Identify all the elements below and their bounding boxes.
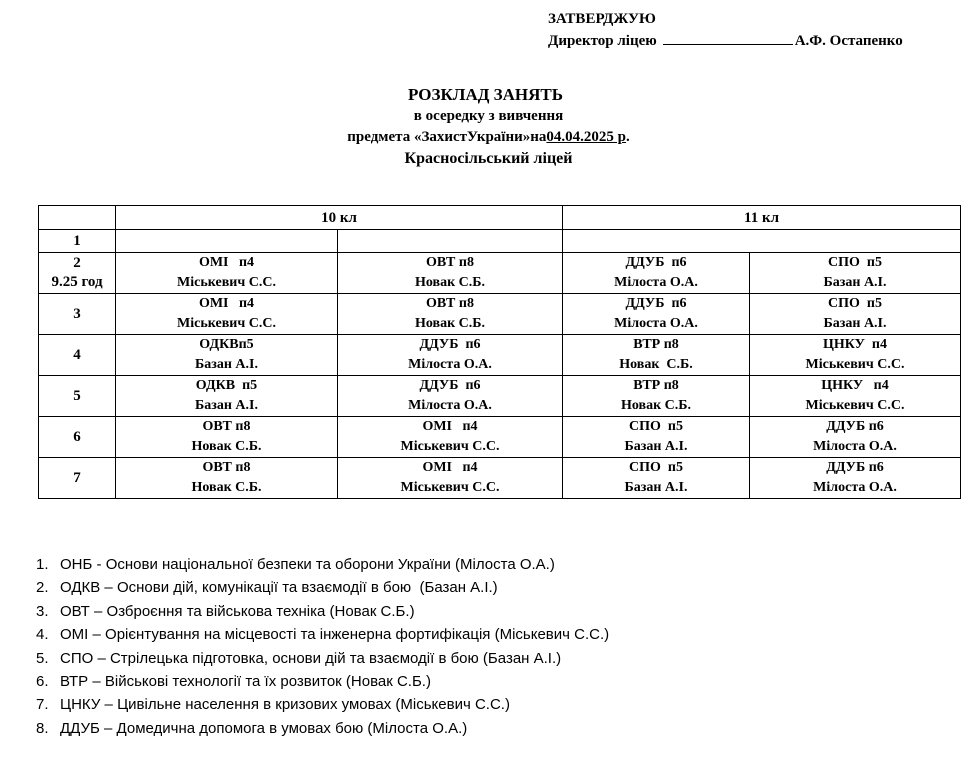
lesson-number (39, 294, 116, 335)
legend-description: Озброєння та військова техніка (Новак С.Б.) (106, 602, 415, 620)
legend-description: Домедична допомога в умовах бою (Мілоста О.А.) (116, 719, 468, 737)
legend-item (36, 670, 609, 693)
legend-number: 3. (36, 602, 49, 620)
lesson-teacher: Мілоста О.А. (813, 480, 897, 495)
lesson-teacher: Міськевич С.С. (177, 275, 276, 290)
lesson-teacher: Новак С.Б. (414, 275, 486, 290)
lesson-cell (116, 335, 338, 376)
lesson-number-value: 1 (73, 232, 81, 249)
schedule-table (38, 205, 961, 499)
lesson-cell (563, 376, 750, 417)
lesson-teacher: Базан А.І. (194, 398, 258, 413)
lesson-subject: СПО п5 (629, 419, 683, 434)
lesson-cell (338, 458, 563, 499)
legend-separator: – (89, 602, 107, 620)
lesson-subject: ДДУБ п6 (826, 419, 884, 434)
lesson-cell (563, 294, 750, 335)
lesson-teacher: Міськевич С.С. (805, 357, 905, 372)
schedule-row (39, 230, 961, 253)
lesson-number (39, 335, 116, 376)
lesson-subject: ОМІ п4 (422, 419, 478, 434)
legend-number: 5. (36, 649, 49, 667)
legend-abbreviation: ОНБ (60, 556, 93, 573)
schedule-row (39, 376, 961, 417)
lesson-cell (116, 253, 338, 294)
lesson-number-value: 5 (73, 387, 81, 404)
lesson-teacher: Міськевич С.С. (400, 480, 500, 495)
lesson-teacher: Новак С.Б. (620, 398, 692, 413)
schedule-row (39, 253, 961, 294)
legend-number: 1. (36, 556, 49, 573)
lesson-teacher: Новак С.Б. (191, 439, 262, 454)
approval-name: А.Ф. Остапенко (794, 33, 903, 49)
legend-item (36, 623, 609, 646)
approval-block (548, 8, 903, 52)
lesson-teacher: Новак С.Б. (414, 316, 486, 331)
lesson-cell (563, 253, 750, 294)
lesson-subject: ДДУБ п6 (419, 378, 481, 393)
legend-description: Військові технології та їх розвиток (Новак С.Б.) (104, 673, 431, 691)
lesson-teacher: Новак С.Б. (191, 480, 262, 495)
lesson-teacher: Міськевич С.С. (805, 398, 905, 413)
legend-item (36, 600, 609, 623)
lesson-cell (750, 417, 961, 458)
legend-abbreviation: СПО (60, 649, 94, 667)
lesson-subject: СПО п5 (828, 296, 882, 311)
lesson-cell (750, 294, 961, 335)
lesson-subject: ВТР п8 (633, 378, 679, 393)
legend-number: 2. (36, 579, 49, 597)
lesson-number-value: 6 (73, 428, 81, 445)
legend-abbreviation: ОДКВ (60, 579, 101, 597)
school-name: Красносільський ліцей (404, 150, 573, 167)
lesson-teacher: Базан А.І. (624, 439, 688, 454)
legend-separator: – (93, 649, 110, 667)
lesson-cell (338, 376, 563, 417)
lesson-cell (750, 376, 961, 417)
lesson-number-value: 3 (73, 305, 81, 322)
heading-line-3 (0, 127, 977, 148)
approval-title: ЗАТВЕРДЖУЮ (548, 11, 656, 27)
lesson-cell (338, 335, 563, 376)
lesson-teacher: Базан А.І. (823, 275, 887, 290)
lesson-teacher: Базан А.І. (624, 480, 688, 495)
legend-separator: - (92, 556, 106, 573)
lesson-number-value: 2 (73, 255, 81, 271)
document-heading (0, 84, 977, 170)
lesson-number-value: 4 (73, 346, 81, 363)
schedule-body (39, 230, 961, 499)
approval-signature-line (548, 30, 903, 52)
legend-abbreviation: ЦНКУ (60, 696, 101, 714)
lesson-subject: ОВТ п8 (426, 255, 474, 270)
schedule-row (39, 294, 961, 335)
lesson-cell (750, 253, 961, 294)
legend-separator: – (100, 696, 118, 714)
lesson-cell (750, 458, 961, 499)
lesson-teacher: Мілоста О.А. (614, 275, 698, 290)
corner-cell (39, 206, 116, 230)
schedule-row (39, 417, 961, 458)
lesson-subject: ОДКВ п5 (195, 378, 258, 393)
legend-abbreviation: ДДУБ (60, 719, 100, 737)
legend-description: Основи національної безпеки та оборони України (Мілоста О.А.) (105, 556, 555, 573)
lesson-cell (116, 417, 338, 458)
lesson-cell (116, 294, 338, 335)
legend-separator: – (88, 673, 105, 691)
legend-separator: – (99, 719, 117, 737)
empty-cell (116, 230, 338, 253)
legend-description: Основи дій, комунікації та взаємодії в бою (Базан А.І.) (116, 579, 498, 597)
lesson-time: 9.25 год (51, 274, 103, 290)
approval-role: Директор ліцею (548, 33, 657, 49)
lesson-cell (338, 253, 563, 294)
lesson-teacher: Міськевич С.С. (400, 439, 500, 454)
lesson-cell (116, 458, 338, 499)
legend-abbreviation: ОМІ (60, 626, 89, 644)
signature-underline (663, 32, 793, 45)
lesson-subject: ОДКВп5 (199, 337, 254, 352)
lesson-cell (750, 335, 961, 376)
lesson-cell (338, 417, 563, 458)
lesson-subject: ЦНКУ п4 (821, 378, 889, 393)
legend-abbreviation: ВТР (60, 673, 89, 691)
lesson-subject: ЦНКУ п4 (823, 337, 887, 352)
heading-date-suffix: . (626, 129, 630, 145)
lesson-subject: ДДУБ п6 (625, 255, 687, 270)
lesson-teacher: Новак С.Б. (619, 357, 693, 372)
legend-description: Цивільне населення в кризових умовах (Міськевич С.С.) (117, 696, 510, 714)
lesson-subject: ОВТ п8 (426, 296, 474, 311)
lesson-teacher: Мілоста О.А. (408, 398, 492, 413)
lesson-teacher: Базан А.І. (194, 357, 258, 372)
legend-number: 8. (36, 719, 49, 737)
lesson-cell (116, 376, 338, 417)
lesson-subject: ОВТ п8 (202, 460, 251, 475)
class-10-header: 10 кл (116, 206, 563, 230)
lesson-number (39, 458, 116, 499)
lesson-subject: ДДУБ п6 (625, 296, 687, 311)
lesson-teacher: Мілоста О.А. (408, 357, 492, 372)
lesson-teacher: Мілоста О.А. (614, 316, 698, 331)
lesson-subject: СПО п5 (828, 255, 882, 270)
lesson-subject: ОВТ п8 (202, 419, 251, 434)
lesson-subject: ДДУБ п6 (419, 337, 481, 352)
schedule-row (39, 458, 961, 499)
lesson-teacher: Мілоста О.А. (813, 439, 897, 454)
legend-description: Орієнтування на місцевості та інженерна фортифікація (Міськевич С.С.) (105, 626, 610, 644)
legend-separator: – (100, 579, 117, 597)
heading-subject: предмета «ЗахистУкраїни»на (347, 129, 547, 145)
lesson-number-value: 7 (73, 469, 81, 486)
lesson-number (39, 230, 116, 253)
document-title: РОЗКЛАД ЗАНЯТЬ (407, 85, 564, 104)
class-11-header: 11 кл (563, 206, 961, 230)
subject-legend (36, 553, 609, 740)
lesson-subject: СПО п5 (629, 460, 683, 475)
legend-item (36, 553, 609, 576)
lesson-cell (563, 335, 750, 376)
heading-line-2: в осередку з вивчення (413, 108, 564, 124)
lesson-subject: ОМІ п4 (198, 296, 255, 311)
empty-cell (338, 230, 563, 253)
legend-number: 4. (36, 626, 49, 644)
heading-date: 04.04.2025 р (546, 129, 626, 145)
legend-item (36, 647, 609, 670)
lesson-cell (563, 458, 750, 499)
legend-item (36, 693, 609, 716)
schedule-row (39, 335, 961, 376)
lesson-teacher: Міськевич С.С. (177, 316, 276, 331)
lesson-number (39, 253, 116, 294)
legend-description: Стрілецька підготовка, основи дій та взаємодії в бою (Базан А.І.) (109, 649, 562, 667)
lesson-cell (563, 417, 750, 458)
lesson-subject: ДДУБ п6 (826, 460, 884, 475)
lesson-number (39, 376, 116, 417)
legend-separator: – (88, 626, 106, 644)
lesson-cell (338, 294, 563, 335)
empty-cell (563, 230, 961, 253)
lesson-subject: ОМІ п4 (422, 460, 478, 475)
legend-item (36, 576, 609, 599)
lesson-number (39, 417, 116, 458)
legend-item (36, 717, 609, 740)
legend-number: 6. (36, 673, 49, 691)
class-header-row (39, 206, 961, 230)
legend-number: 7. (36, 696, 49, 714)
lesson-subject: ВТР п8 (633, 337, 679, 352)
legend-abbreviation: ОВТ (60, 602, 90, 620)
lesson-teacher: Базан А.І. (823, 316, 887, 331)
lesson-subject: ОМІ п4 (198, 255, 255, 270)
